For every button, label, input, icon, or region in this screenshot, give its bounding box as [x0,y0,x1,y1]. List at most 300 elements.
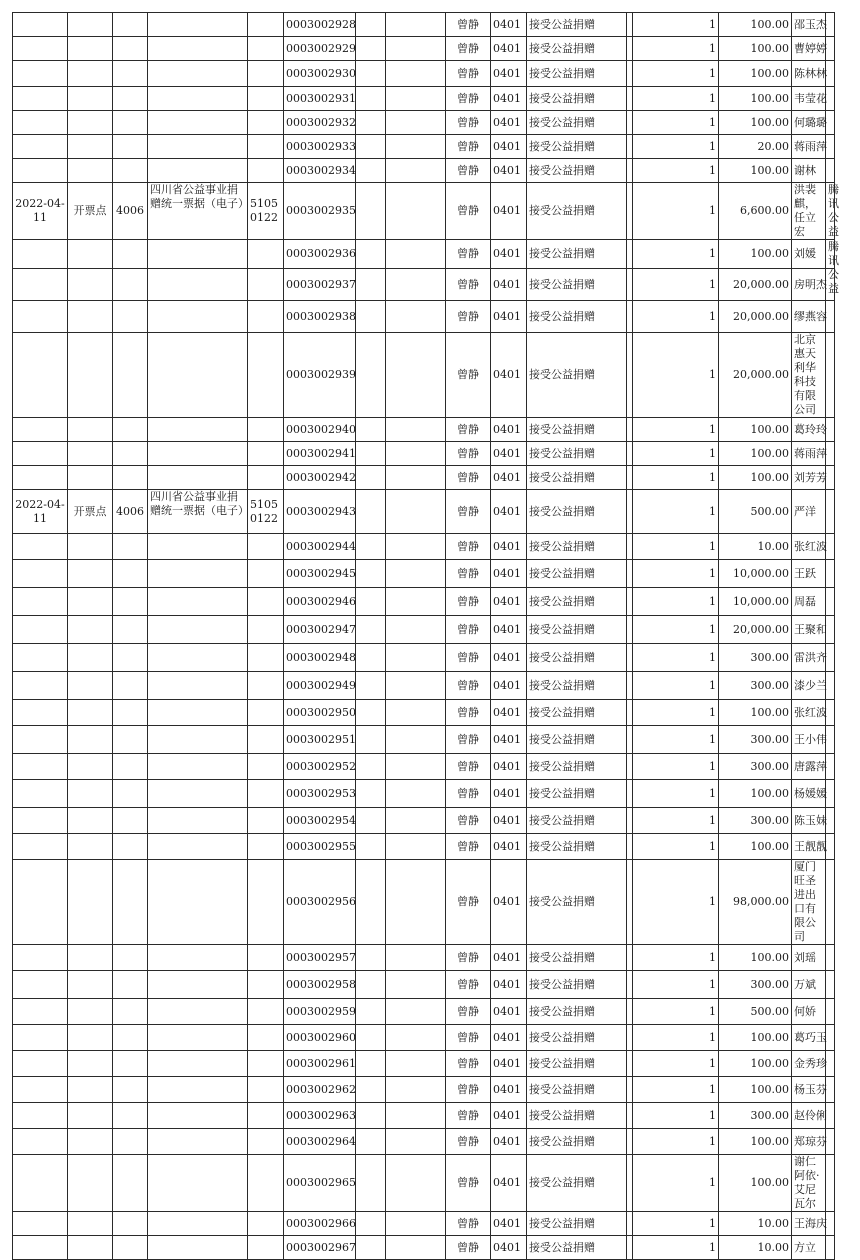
bill-code-cell [113,1025,148,1051]
table-row [13,999,835,1025]
donor-cell: 张红波 [792,534,826,560]
issue-point-cell [68,240,113,269]
item-name-cell: 接受公益捐赠 [527,780,627,808]
quantity-cell: 1 [633,111,719,135]
table-row [13,111,835,135]
bill-code-cell [113,1212,148,1236]
quantity-cell: 1 [633,1212,719,1236]
bill-code-cell [113,808,148,834]
blank-cell [386,1212,446,1236]
region-code-cell [248,1129,284,1155]
table-row [13,780,835,808]
note-cell [826,240,839,295]
table-row [13,13,835,37]
item-name-cell: 接受公益捐赠 [527,37,627,61]
receipt-number-cell: 0003002930 [284,61,356,87]
issue-date-cell [13,560,68,588]
blank-cell [386,1077,446,1103]
amount-cell: 6,600.00 [719,183,792,240]
receipt-number-cell: 0003002956 [284,860,356,945]
quantity-cell: 1 [633,1051,719,1077]
item-name-cell: 接受公益捐赠 [527,87,627,111]
receipt-number-cell: 0003002942 [284,466,356,490]
item-name-cell: 接受公益捐赠 [527,726,627,754]
region-code-cell [248,616,284,644]
blank-cell [356,442,386,466]
table-row [13,834,835,860]
item-name-cell: 接受公益捐赠 [527,1155,627,1212]
issue-point-cell [68,1129,113,1155]
bill-code-cell [113,999,148,1025]
item-code-cell: 0401 [491,183,527,240]
donor-cell: 王小伟 [792,726,826,754]
receipt-number-cell: 0003002935 [284,183,356,240]
handler-cell: 曾静 [446,1129,491,1155]
item-name-cell: 接受公益捐赠 [527,1025,627,1051]
bill-code-cell [113,301,148,333]
item-code-cell: 0401 [491,971,527,999]
bill-code-cell [113,1236,148,1260]
blank-cell [356,780,386,808]
item-name-cell: 接受公益捐赠 [527,418,627,442]
quantity-cell: 1 [633,1025,719,1051]
blank-cell [356,333,386,418]
handler-cell: 曾静 [446,700,491,726]
blank-cell [386,418,446,442]
quantity-cell: 1 [633,860,719,945]
donor-cell: 房明杰 [792,269,826,301]
handler-cell: 曾静 [446,87,491,111]
bill-type-cell [148,1236,248,1260]
bill-code-cell [113,834,148,860]
amount-cell: 20,000.00 [719,269,792,301]
donor-cell: 方立 [792,1236,826,1260]
handler-cell: 曾静 [446,61,491,87]
receipt-ledger [12,12,839,1260]
item-name-cell: 接受公益捐赠 [527,269,627,301]
handler-cell: 曾静 [446,466,491,490]
quantity-cell: 1 [633,1077,719,1103]
issue-date-cell [13,945,68,971]
bill-code-cell [113,61,148,87]
issue-date-cell [13,1025,68,1051]
blank-cell [386,616,446,644]
bill-code-cell [113,726,148,754]
blank-cell [386,700,446,726]
item-code-cell: 0401 [491,13,527,37]
blank-cell [386,780,446,808]
note-cell [826,1236,835,1260]
donor-cell: 邵玉杰 [792,13,826,37]
region-code-cell [248,135,284,159]
bill-code-cell [113,159,148,183]
table-row [13,534,835,560]
item-name-cell: 接受公益捐赠 [527,534,627,560]
bill-type-cell [148,808,248,834]
issue-date-cell [13,534,68,560]
region-code-cell [248,442,284,466]
bill-type-cell [148,1025,248,1051]
quantity-cell: 1 [633,1103,719,1129]
donor-cell: 周磊 [792,588,826,616]
blank-cell [356,754,386,780]
issue-date-cell [13,1155,68,1212]
quantity-cell: 1 [633,588,719,616]
receipt-number-cell: 0003002939 [284,333,356,418]
note-cell [826,945,835,971]
amount-cell: 10.00 [719,1236,792,1260]
bill-type-cell [148,1077,248,1103]
issue-date-cell [13,672,68,700]
donor-cell: 何娇 [792,999,826,1025]
donor-cell: 洪裴麒，任立宏 [792,183,826,240]
issue-point-cell [68,159,113,183]
item-name-cell: 接受公益捐赠 [527,61,627,87]
amount-cell: 100.00 [719,159,792,183]
blank-cell [356,301,386,333]
issue-point-cell: 开票点 [68,183,113,240]
blank-cell [386,135,446,159]
handler-cell: 曾静 [446,588,491,616]
blank-cell [356,269,386,301]
donor-cell: 北京惠天利华科技有限公司 [792,333,826,418]
quantity-cell: 1 [633,726,719,754]
region-code-cell [248,644,284,672]
item-code-cell: 0401 [491,945,527,971]
issue-date-cell [13,1129,68,1155]
item-name-cell: 接受公益捐赠 [527,754,627,780]
table-row [13,560,835,588]
bill-type-text: 四川省公益事业捐赠统一票据（电子） [150,183,249,210]
amount-cell: 100.00 [719,834,792,860]
handler-cell: 曾静 [446,301,491,333]
blank-cell [386,490,446,534]
issue-point-cell [68,301,113,333]
amount-cell: 10.00 [719,1212,792,1236]
region-code-text: 51050122 [250,497,278,525]
region-code-cell [248,418,284,442]
quantity-cell: 1 [633,490,719,534]
handler-cell: 曾静 [446,1103,491,1129]
table-row [13,240,835,269]
bill-type-cell [148,644,248,672]
issue-point-cell [68,588,113,616]
bill-type-cell [148,560,248,588]
blank-cell [386,1025,446,1051]
item-code-cell: 0401 [491,672,527,700]
quantity-cell: 1 [633,534,719,560]
blank-cell [356,111,386,135]
bill-type-cell [148,1051,248,1077]
donor-cell: 王跃 [792,560,826,588]
bill-type-cell [148,1129,248,1155]
handler-cell: 曾静 [446,13,491,37]
quantity-cell: 1 [633,834,719,860]
bill-type-cell [148,269,248,301]
table-row [13,1236,835,1260]
issue-date-cell [13,1212,68,1236]
receipt-number-cell: 0003002932 [284,111,356,135]
blank-cell [386,1236,446,1260]
blank-cell [356,87,386,111]
receipt-number-cell: 0003002960 [284,1025,356,1051]
region-code-cell [248,860,284,945]
issue-point-cell [68,945,113,971]
item-code-cell: 0401 [491,754,527,780]
item-code-cell: 0401 [491,780,527,808]
issue-date-cell [13,700,68,726]
item-name-cell: 接受公益捐赠 [527,240,627,269]
blank-cell [356,61,386,87]
issue-date-cell [13,135,68,159]
bill-type-cell [148,700,248,726]
region-code-cell [248,780,284,808]
donor-cell: 缪燕容 [792,301,826,333]
table-row [13,333,835,418]
bill-code-cell [113,1051,148,1077]
bill-code-cell [113,240,148,269]
blank-cell [356,418,386,442]
table-row [13,490,835,534]
blank-cell [356,1212,386,1236]
bill-type-cell [148,672,248,700]
receipt-number-cell: 0003002929 [284,37,356,61]
quantity-cell: 1 [633,700,719,726]
donor-cell: 刘瑶 [792,945,826,971]
item-name-cell: 接受公益捐赠 [527,183,627,240]
item-name-cell: 接受公益捐赠 [527,644,627,672]
item-name-cell: 接受公益捐赠 [527,616,627,644]
bill-type-text: 四川省公益事业捐赠统一票据（电子） [150,490,249,517]
blank-cell [356,1025,386,1051]
table-row [13,37,835,61]
blank-cell [356,588,386,616]
bill-code-cell: 4006 [113,183,148,240]
blank-cell [386,1129,446,1155]
region-code-cell [248,159,284,183]
issue-date-cell [13,588,68,616]
bill-code-cell [113,1129,148,1155]
region-code-cell [248,808,284,834]
amount-cell: 300.00 [719,644,792,672]
blank-cell [386,61,446,87]
item-code-cell: 0401 [491,1212,527,1236]
handler-cell: 曾静 [446,1155,491,1212]
note-cell [826,1155,835,1212]
item-code-cell: 0401 [491,808,527,834]
issue-date-cell [13,1103,68,1129]
bill-type-cell [148,999,248,1025]
quantity-cell: 1 [633,37,719,61]
issue-point-cell [68,672,113,700]
receipt-number-cell: 0003002934 [284,159,356,183]
item-code-cell: 0401 [491,1129,527,1155]
blank-cell [356,183,386,240]
item-name-cell: 接受公益捐赠 [527,135,627,159]
handler-cell: 曾静 [446,534,491,560]
receipt-number-cell: 0003002928 [284,13,356,37]
blank-cell [356,726,386,754]
issue-date-cell [13,111,68,135]
region-code-cell [248,672,284,700]
table-row [13,418,835,442]
blank-cell [356,560,386,588]
issue-date-cell [13,240,68,269]
item-name-cell: 接受公益捐赠 [527,700,627,726]
item-code-cell: 0401 [491,87,527,111]
blank-cell [386,87,446,111]
quantity-cell: 1 [633,999,719,1025]
bill-type-cell [148,1212,248,1236]
bill-type-cell [148,183,248,240]
handler-cell: 曾静 [446,1025,491,1051]
blank-cell [386,442,446,466]
table-row [13,1025,835,1051]
region-code-cell [248,534,284,560]
ledger-body [13,13,839,1260]
bill-code-cell [113,700,148,726]
bill-code-cell: 4006 [113,490,148,534]
bill-code-cell [113,333,148,418]
donor-cell: 漆少兰 [792,672,826,700]
item-code-cell: 0401 [491,333,527,418]
donor-cell: 蒋雨萍 [792,442,826,466]
item-code-cell: 0401 [491,37,527,61]
donor-cell: 杨媛媛 [792,780,826,808]
handler-cell: 曾静 [446,860,491,945]
item-code-cell: 0401 [491,700,527,726]
receipt-number-cell: 0003002931 [284,87,356,111]
blank-cell [356,1129,386,1155]
blank-cell [386,1103,446,1129]
handler-cell: 曾静 [446,442,491,466]
item-name-cell: 接受公益捐赠 [527,860,627,945]
issue-point-cell [68,418,113,442]
issue-point-cell [68,1212,113,1236]
quantity-cell: 1 [633,672,719,700]
issue-point-cell [68,1155,113,1212]
issue-point-cell [68,560,113,588]
donor-cell: 金秀珍 [792,1051,826,1077]
bill-code-cell [113,466,148,490]
table-row [13,726,835,754]
quantity-cell: 1 [633,240,719,269]
issue-point-cell [68,1236,113,1260]
amount-cell: 100.00 [719,1155,792,1212]
amount-cell: 300.00 [719,726,792,754]
bill-type-cell [148,945,248,971]
receipt-number-cell: 0003002967 [284,1236,356,1260]
handler-cell: 曾静 [446,333,491,418]
issue-point-cell [68,860,113,945]
blank-cell [356,240,386,269]
bill-type-cell [148,971,248,999]
table-row [13,1077,835,1103]
table-row [13,616,835,644]
bill-type-cell [148,1155,248,1212]
amount-cell: 100.00 [719,1025,792,1051]
receipt-number-cell: 0003002936 [284,240,356,269]
donation-receipt-table [12,12,839,1260]
amount-cell: 20.00 [719,135,792,159]
receipt-number-cell: 0003002946 [284,588,356,616]
blank-cell [386,644,446,672]
bill-code-cell [113,111,148,135]
receipt-number-cell: 0003002953 [284,780,356,808]
blank-cell [356,37,386,61]
receipt-number-cell: 0003002933 [284,135,356,159]
amount-cell: 10,000.00 [719,560,792,588]
handler-cell: 曾静 [446,754,491,780]
donor-cell: 陈林林 [792,61,826,87]
handler-cell: 曾静 [446,672,491,700]
region-code-cell [248,1077,284,1103]
note-cell [826,490,835,534]
bill-code-cell [113,560,148,588]
handler-cell: 曾静 [446,945,491,971]
blank-cell [356,490,386,534]
bill-type-cell [148,754,248,780]
bill-code-cell [113,1077,148,1103]
quantity-cell: 1 [633,466,719,490]
issue-point-cell [68,999,113,1025]
blank-cell [386,672,446,700]
table-row [13,301,835,333]
blank-cell [386,726,446,754]
handler-cell: 曾静 [446,971,491,999]
issue-point-cell [68,37,113,61]
amount-cell: 100.00 [719,466,792,490]
receipt-number-cell: 0003002952 [284,754,356,780]
blank-cell [386,13,446,37]
amount-cell: 20,000.00 [719,301,792,333]
blank-cell [386,269,446,301]
issue-point-cell [68,1025,113,1051]
item-name-cell: 接受公益捐赠 [527,1236,627,1260]
table-row [13,61,835,87]
issue-point-cell [68,971,113,999]
region-code-cell [248,1236,284,1260]
item-code-cell: 0401 [491,1077,527,1103]
blank-cell [356,135,386,159]
bill-code-cell [113,87,148,111]
bill-code-cell [113,616,148,644]
receipt-number-cell: 0003002962 [284,1077,356,1103]
donor-cell: 王聚和 [792,616,826,644]
amount-cell: 100.00 [719,240,792,269]
item-code-cell: 0401 [491,240,527,269]
bill-type-cell [148,466,248,490]
bill-type-cell [148,135,248,159]
issue-point-cell [68,644,113,672]
bill-type-cell [148,61,248,87]
amount-cell: 500.00 [719,490,792,534]
receipt-number-cell: 0003002966 [284,1212,356,1236]
issue-date-cell [13,808,68,834]
item-name-cell: 接受公益捐赠 [527,466,627,490]
region-code-cell [248,466,284,490]
item-name-cell: 接受公益捐赠 [527,1077,627,1103]
table-row [13,183,835,240]
region-code-cell [248,13,284,37]
note-cell [826,560,835,588]
handler-cell: 曾静 [446,1236,491,1260]
donor-cell: 万斌 [792,971,826,999]
issue-point-cell [68,834,113,860]
blank-cell [356,700,386,726]
receipt-number-cell: 0003002943 [284,490,356,534]
issue-date-cell [13,87,68,111]
